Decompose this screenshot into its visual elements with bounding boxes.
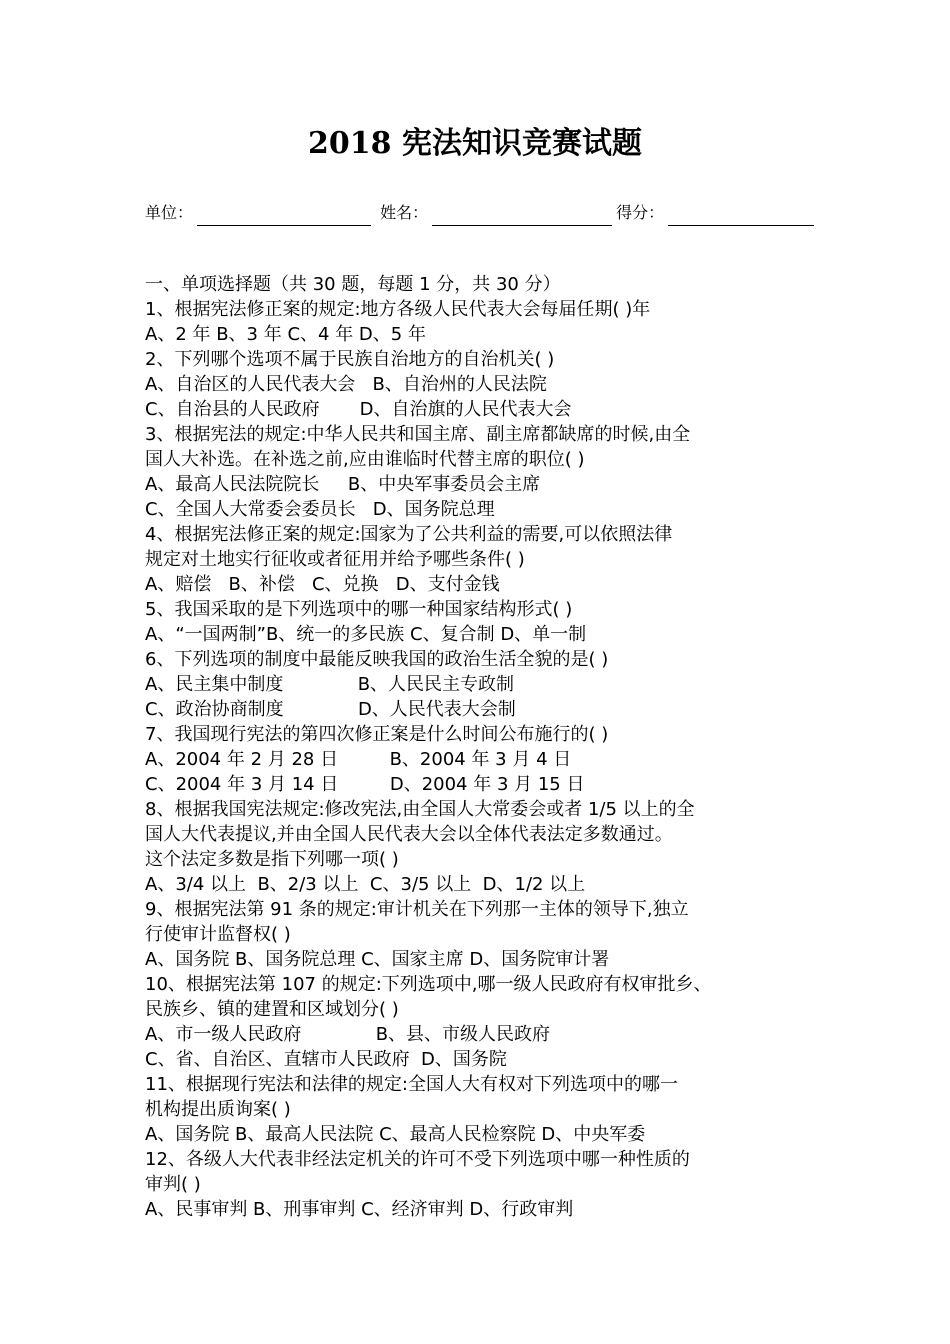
unit-label: 单位： <box>145 203 194 222</box>
question-4-cont: 规定对土地实行征收或者征用并给予哪些条件( ) <box>145 549 525 570</box>
name-label: 姓名： <box>380 203 429 222</box>
question-7-options-ab: A、2004 年 2 月 28 日 B、2004 年 3 月 4 日 <box>145 749 572 770</box>
question-6: 6、下列选项的制度中最能反映我国的政治生活全貌的是( ) <box>145 649 609 670</box>
question-2-options-ab: A、自治区的人民代表大会 B、自治州的人民法院 <box>145 374 547 395</box>
question-8: 8、根据我国宪法规定:修改宪法,由全国人大常委会或者 1/5 以上的全 <box>145 799 695 820</box>
question-3-options-cd: C、全国人大常委会委员长 D、国务院总理 <box>145 499 495 520</box>
question-10-options-cd: C、省、自治区、直辖市人民政府 D、国务院 <box>145 1049 507 1070</box>
question-11-cont: 机构提出质询案( ) <box>145 1099 291 1120</box>
question-9-options: A、国务院 B、国务院总理 C、国家主席 D、国务院审计署 <box>145 949 610 970</box>
question-3-cont: 国人大补选。在补选之前,应由谁临时代替主席的职位( ) <box>145 449 585 470</box>
question-9: 9、根据宪法第 91 条的规定:审计机关在下列那一主体的领导下,独立 <box>145 899 689 920</box>
question-1: 1、根据宪法修正案的规定:地方各级人民代表大会每届任期( )年 <box>145 299 651 320</box>
question-3-options-ab: A、最高人民法院院长 B、中央军事委员会主席 <box>145 474 541 495</box>
question-11: 11、根据现行宪法和法律的规定:全国人大有权对下列选项中的哪一 <box>145 1074 678 1095</box>
score-blank[interactable] <box>668 205 814 226</box>
question-8-cont-1: 国人大代表提议,并由全国人民代表大会以全体代表法定多数通过。 <box>145 824 673 845</box>
question-11-options: A、国务院 B、最高人民法院 C、最高人民检察院 D、中央军委 <box>145 1124 646 1145</box>
info-row <box>145 200 825 226</box>
section-heading: 一、单项选择题（共 30 题，每题 1 分，共 30 分） <box>145 274 561 295</box>
question-7-options-cd: C、2004 年 3 月 14 日 D、2004 年 3 月 15 日 <box>145 774 585 795</box>
question-8-options: A、3/4 以上 B、2/3 以上 C、3/5 以上 D、1/2 以上 <box>145 874 586 895</box>
question-7: 7、我国现行宪法的第四次修正案是什么时间公布施行的( ) <box>145 724 609 745</box>
question-5: 5、我国采取的是下列选项中的哪一种国家结构形式( ) <box>145 599 573 620</box>
question-8-cont-2: 这个法定多数是指下列哪一项( ) <box>145 849 399 870</box>
question-12-cont: 审判( ) <box>145 1174 201 1195</box>
question-2-options-cd: C、自治县的人民政府 D、自治旗的人民代表大会 <box>145 399 572 420</box>
question-10-cont: 民族乡、镇的建置和区域划分( ) <box>145 999 399 1020</box>
question-3: 3、根据宪法的规定:中华人民共和国主席、副主席都缺席的时候,由全 <box>145 424 691 445</box>
question-9-cont: 行使审计监督权( ) <box>145 924 291 945</box>
question-12-options: A、民事审判 B、刑事审判 C、经济审判 D、行政审判 <box>145 1199 574 1220</box>
unit-blank[interactable] <box>197 205 371 226</box>
question-2: 2、下列哪个选项不属于民族自治地方的自治机关( ) <box>145 349 555 370</box>
question-10: 10、根据宪法第 107 的规定:下列选项中,哪一级人民政府有权审批乡、 <box>145 974 712 995</box>
question-4: 4、根据宪法修正案的规定:国家为了公共利益的需要,可以依照法律 <box>145 524 673 545</box>
question-12: 12、各级人大代表非经法定机关的许可不受下列选项中哪一种性质的 <box>145 1149 690 1170</box>
question-5-options: A、“一国两制”B、统一的多民族 C、复合制 D、单一制 <box>145 624 587 645</box>
question-body <box>145 272 810 1222</box>
question-1-options: A、2 年 B、3 年 C、4 年 D、5 年 <box>145 324 426 345</box>
page-title: 2018 宪法知识竞赛试题 <box>308 126 642 161</box>
question-10-options-ab: A、市一级人民政府 B、县、市级人民政府 <box>145 1024 551 1045</box>
score-label: 得分： <box>616 203 665 222</box>
question-6-options-cd: C、政治协商制度 D、人民代表大会制 <box>145 699 516 720</box>
question-4-options: A、赔偿 B、补偿 C、兑换 D、支付金钱 <box>145 574 500 595</box>
question-6-options-ab: A、民主集中制度 B、人民民主专政制 <box>145 674 515 695</box>
name-blank[interactable] <box>432 205 612 226</box>
